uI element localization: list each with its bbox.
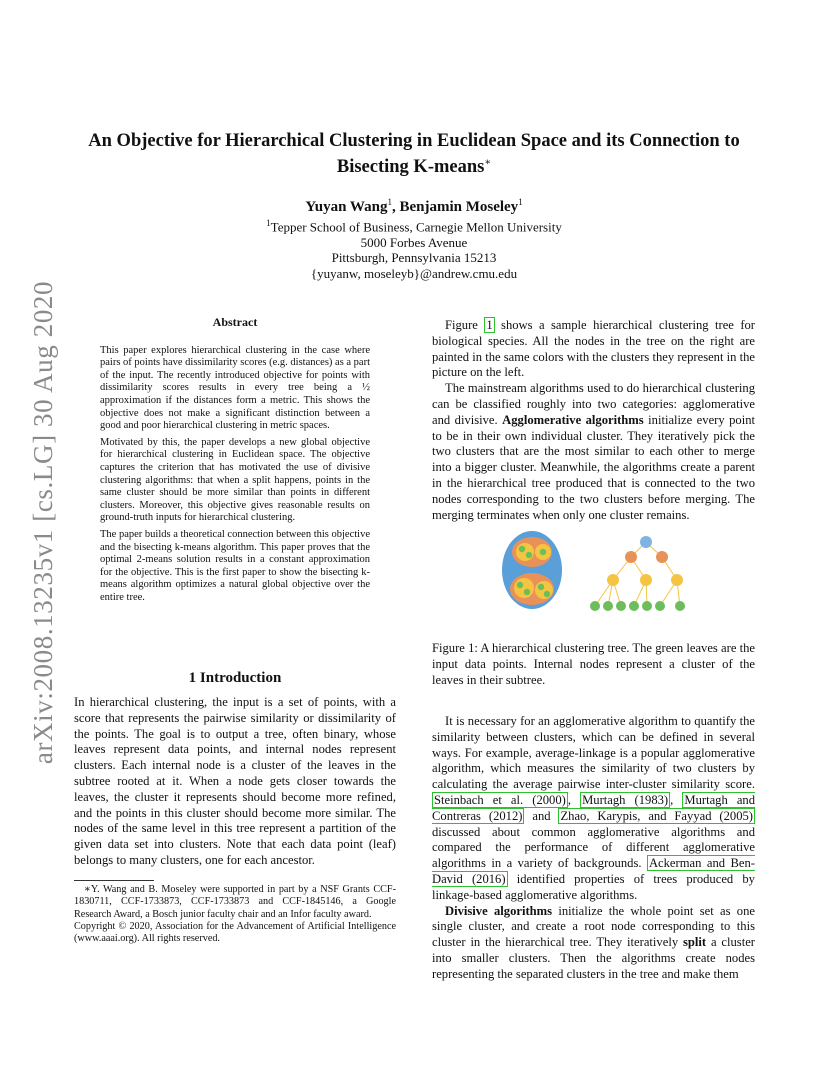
leaf-dot xyxy=(540,549,546,555)
tree-internal-node xyxy=(640,574,652,586)
copyright-notice: Copyright © 2020, Association for the Advancement of Artificial Intelligence (www.aaai.org). All rights reserved. xyxy=(74,920,396,945)
tree-root-node xyxy=(640,536,652,548)
text-span: initialize every point to be in their own individual cluster. They iteratively pick the two clusters that are the most similar to each other to merge into a bigger cluster. Meanwhile, the algorithms create a parent in the hierarchical tree produced that is connected to the two nodes corresponding to the two clusters before merging. The merging terminates when only one cluster remains. xyxy=(432,412,755,522)
abstract-heading: Abstract xyxy=(212,315,258,329)
title-footnote-mark: ∗ xyxy=(484,157,492,168)
abstract-section xyxy=(100,316,370,608)
title-line-2: Bisecting K-means xyxy=(336,157,485,178)
text-span: a cluster into smaller clusters. Then the algorithms create nodes representing the separated clusters in the tree and make them xyxy=(432,935,755,981)
author-list xyxy=(60,197,768,216)
text-span: identified properties of trees produced by linkage-based agglomerative algorithms. xyxy=(432,871,755,902)
abstract-paragraph-1: This paper explores hierarchical clustering in the case where pairs of points have dissimilarity scores (e.g. distances) as a part of the input. The recently introduced objective for points with dissimilarity scores results in every tree being a ½ approximation if the distances form a metric. This shows the objective does not make a significant distinction between a good and poor hierarchical clustering in metric spaces. xyxy=(100,344,371,432)
caption-text: Figure 1: A hierarchical clustering tree. The green leaves are the input data points. Internal nodes represent a cluster of the leaves in their subtree. xyxy=(432,641,755,687)
title-line-1: An Objective for Hierarchical Clustering in Euclidean Space and its Connection to xyxy=(88,131,740,151)
footnote-block xyxy=(74,884,396,945)
right-column-bottom xyxy=(432,714,755,983)
text-span: initialize the whole point set as one single cluster, and create a root node corresponding to this cluster in the hierarchical tree. They iteratively xyxy=(432,903,755,950)
affiliation xyxy=(60,216,768,281)
introduction-heading: 1 Introduction xyxy=(188,670,282,686)
tree-leaf xyxy=(603,601,613,611)
tree-leaf xyxy=(616,601,626,611)
leaf-dot xyxy=(526,552,532,558)
split-term: split xyxy=(682,935,707,950)
text-span: and xyxy=(524,808,559,823)
subcluster-ellipse xyxy=(516,543,534,561)
text-span: It is necessary for an agglomerative algorithm to quantify the similarity between clusters, which can be defined in several ways. For example, average-linkage is a popular agglomerative algorithm, which measures the similarity of two clusters by calculating the average pairwise inter-cluster similarity score. xyxy=(432,714,755,792)
citation-zhao-link[interactable]: Zhao, Karypis, and Fayyad (2005) xyxy=(560,808,753,823)
citation-murtagh-contreras-link[interactable]: Murtagh and Contreras (2012) xyxy=(432,792,756,823)
tree-internal-node xyxy=(625,551,637,563)
text-span: , xyxy=(567,792,581,807)
hierarchical-tree-figure xyxy=(500,530,700,618)
introduction-paragraph-1: In hierarchical clustering, the input is a set of points, with a score that represents the pairwise similarity or dissimilarity of the points. The goal is to output a tree, often binary, whose leaves represent data points, and internal nodes represent clusters. Each internal node is a cluster of the leaves in the subtree rooted at it. When a node gets closer towards the leaves, the cluster it represents should become more refined, and the points in this cluster should become more similar. The nodes of the same level in this tree represent a partition of the given data set into clusters. Note that each data point (leaf) belongs to many clusters, one for each ancestor. xyxy=(74,695,396,867)
affiliation-line-1: Tepper School of Business, Carnegie Mellon University xyxy=(270,219,562,235)
affiliation-line-2: 5000 Forbes Avenue xyxy=(360,234,468,250)
right-paragraph-3 xyxy=(432,714,755,904)
leaf-dot xyxy=(538,584,544,590)
text-span: The mainstream algorithms used to do hierarchical clustering can be classified roughly into two categories: agglomerative and divisive. xyxy=(432,381,755,427)
figure-1-link[interactable]: 1 xyxy=(486,318,493,332)
tree-internal-node xyxy=(607,574,619,586)
leaf-dot xyxy=(544,591,550,597)
right-paragraph-2 xyxy=(432,381,755,523)
subcluster-ellipse xyxy=(535,581,553,599)
tree-leaf xyxy=(590,601,600,611)
tree-leaf-nodes xyxy=(590,601,685,611)
affiliation-sup: 1 xyxy=(266,218,271,228)
text-span: , xyxy=(670,792,683,807)
tree-leaf xyxy=(629,601,639,611)
arxiv-identifier xyxy=(16,282,72,762)
tree-leaf xyxy=(655,601,665,611)
funding-footnote: ∗Y. Wang and B. Moseley were supported in part by a NSF Grants CCF-1830711, CCF-1733873, CCF-1733873 and CCF-1845146, a Google Research Award, a Bosch junior faculty chair and an Infor faculty award. xyxy=(74,884,396,920)
right-paragraph-1 xyxy=(432,318,755,381)
agglomerative-term: Agglomerative algorithms xyxy=(502,412,644,427)
abstract-paragraph-3: The paper builds a theoretical connection between this objective and the bisecting k-means algorithm. This paper proves that the optimal 2-means solution results in a constant approximation for the objective. This is the first paper to show the bisecting k-means algorithm optimizes a natural global objective over the entire tree. xyxy=(100,528,370,603)
divisive-term: Divisive algorithms xyxy=(445,903,553,918)
leaf-dot xyxy=(524,589,530,595)
abstract-paragraph-2: Motivated by this, the paper develops a new global objective for hierarchical clustering in Euclidean space. The objective captures the criterion that has motivated the use of divisive clustering algorithms: that when a split happens, points in the same cluster should be more similar than points in different clusters. Moreover, this objective gives reasonable results on ground-truth inputs for hierarchical clustering. xyxy=(100,436,370,524)
tree-internal-node xyxy=(671,574,683,586)
author-1-sup: 1 xyxy=(387,197,392,207)
citation-steinbach-link[interactable]: Steinbach et al. (2000) xyxy=(434,792,566,807)
leaf-dot xyxy=(517,582,523,588)
subcluster-ellipse xyxy=(514,578,534,598)
arxiv-identifier-text: arXiv:2008.13235v1 [cs.LG] 30 Aug 2020 xyxy=(28,280,59,764)
footnote-rule xyxy=(74,880,154,881)
citation-ackerman-link[interactable]: Ackerman and Ben-David (2016) xyxy=(432,856,755,886)
text-span: shows a sample hierarchical clustering tree for biological species. All the nodes in the tree on the right are painted in the same colors with the clusters they represent in the picture on the left. xyxy=(432,318,756,380)
tree-leaf xyxy=(675,601,685,611)
right-paragraph-4 xyxy=(432,904,755,983)
introduction-body xyxy=(74,695,396,869)
author-1: Yuyan Wang xyxy=(305,199,388,215)
citation-murtagh-link[interactable]: Murtagh (1983) xyxy=(582,792,669,807)
author-2-sup: 1 xyxy=(518,197,523,207)
paper-title xyxy=(60,131,768,178)
right-column-top xyxy=(432,318,755,523)
leaf-dot xyxy=(519,546,525,552)
author-2: Benjamin Moseley xyxy=(399,199,519,215)
tree-leaf xyxy=(642,601,652,611)
affiliation-line-3: Pittsburgh, Pennsylvania 15213 xyxy=(331,250,497,266)
tree-internal-node xyxy=(656,551,668,563)
author-separator: , xyxy=(391,199,400,215)
text-span: discussed about common agglomerative algorithms and compared the performance of different agglomerative algorithms in a variety of backgrounds. xyxy=(432,824,755,871)
cluster-illustration xyxy=(502,531,562,609)
text-span: Figure xyxy=(445,318,485,332)
tree-illustration xyxy=(595,542,680,606)
figure-1-caption xyxy=(432,641,755,688)
affiliation-email: {yuyanw, moseleyb}@andrew.cmu.edu xyxy=(310,265,518,281)
